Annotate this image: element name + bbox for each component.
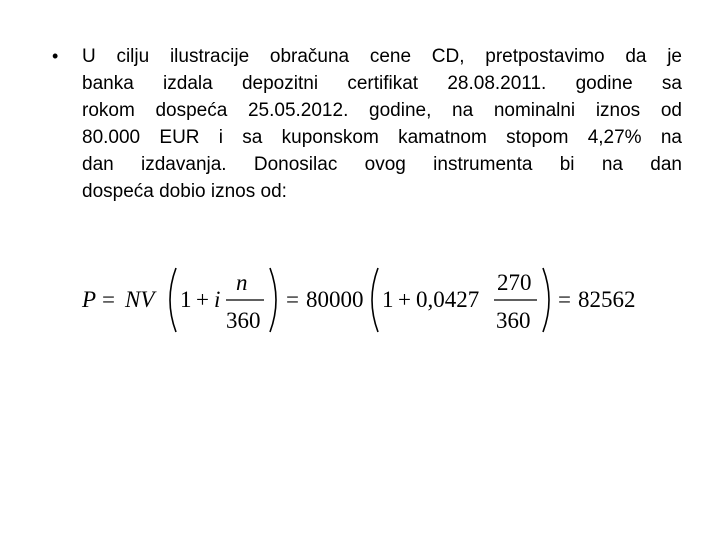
fraction-denominator-2: 360 — [496, 308, 531, 333]
fraction-denominator-1: 360 — [226, 308, 261, 333]
formula-one-1: 1 — [180, 287, 192, 312]
cd-price-formula — [80, 262, 660, 338]
right-paren-1 — [270, 268, 276, 332]
paragraph-text — [82, 43, 682, 205]
right-paren-2 — [543, 268, 549, 332]
formula-plus-1: + — [196, 287, 209, 312]
formula-p: P — [82, 287, 97, 312]
formula-plus-2: + — [398, 287, 411, 312]
left-paren-2 — [372, 268, 378, 332]
formula-equals-3: = — [558, 287, 571, 312]
paragraph-line: 80.000 EUR i sa kuponskom kamatnom stopom 4,27% na — [82, 127, 682, 148]
formula-svg — [80, 262, 660, 338]
formula-equals-1: = — [102, 287, 115, 312]
bullet-icon: • — [52, 46, 59, 66]
formula-principal: 80000 — [306, 287, 364, 312]
paragraph-line: rokom dospeća 25.05.2012. godine, na nominalni iznos od — [82, 100, 682, 121]
paragraph-line: dospeća dobio iznos od: — [82, 181, 287, 202]
formula-result: 82562 — [578, 287, 636, 312]
paragraph-line: banka izdala depozitni certifikat 28.08.2011. godine sa — [82, 73, 682, 94]
left-paren-1 — [170, 268, 176, 332]
paragraph-line: U cilju ilustracije obračuna cene CD, pretpostavimo da je — [82, 46, 682, 67]
paragraph-line: dan izdavanja. Donosilac ovog instrumenta bi na dan — [82, 154, 682, 175]
fraction-numerator-270: 270 — [497, 270, 532, 295]
formula-nv: NV — [125, 287, 155, 312]
formula-one-2: 1 — [382, 287, 394, 312]
formula-rate: 0,0427 — [416, 287, 480, 312]
formula-i: i — [214, 287, 221, 312]
formula-equals-2: = — [286, 287, 299, 312]
fraction-numerator-n: n — [236, 270, 248, 295]
